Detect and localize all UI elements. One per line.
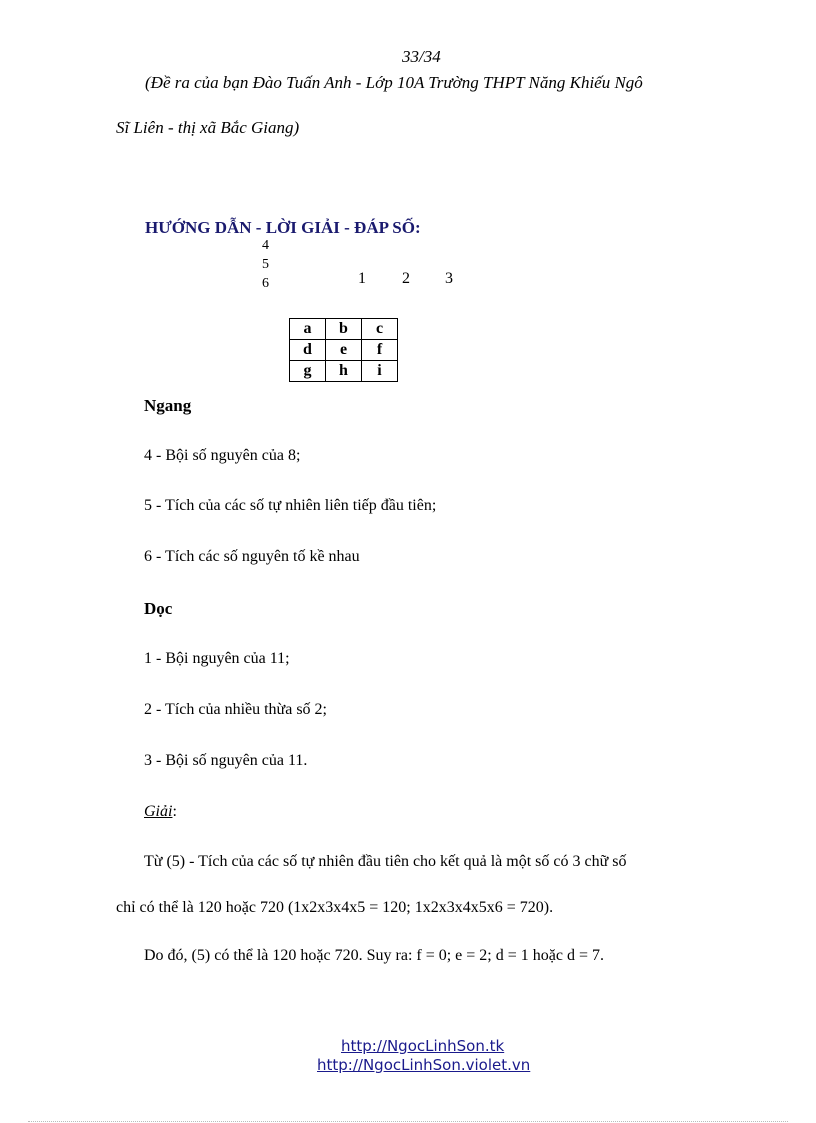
grid-cell: h — [326, 361, 362, 382]
row-label-5: 5 — [262, 257, 269, 272]
grid-row — [290, 319, 398, 340]
grid-cell: b — [326, 319, 362, 340]
grid-cell: g — [290, 361, 326, 382]
row-label-6: 6 — [262, 276, 269, 291]
doc-clue-1: 1 - Bội nguyên của 11; — [144, 650, 290, 667]
col-label-2: 2 — [402, 270, 410, 287]
solution-colon: : — [172, 803, 177, 820]
grid-cell: d — [290, 340, 326, 361]
solution-para1-line2: chỉ có thể là 120 hoặc 720 (1x2x3x4x5 = 120; 1x2x3x4x5x6 = 720). — [116, 899, 554, 916]
grid-cell: a — [290, 319, 326, 340]
solution-label-wrap — [144, 803, 177, 821]
crossword-grid — [289, 318, 398, 382]
grid-cell: f — [362, 340, 398, 361]
page-bottom-rule — [28, 1121, 788, 1122]
ngang-clue-6: 6 - Tích các số nguyên tố kề nhau — [144, 548, 360, 565]
grid-cell: i — [362, 361, 398, 382]
page-number: 33/34 — [402, 47, 441, 66]
ngang-clue-4: 4 - Bội số nguyên của 8; — [144, 447, 301, 464]
section-heading: HƯỚNG DẪN - LỜI GIẢI - ĐÁP SỐ: — [145, 218, 421, 237]
doc-clue-2: 2 - Tích của nhiều thừa số 2; — [144, 701, 327, 718]
col-label-1: 1 — [358, 270, 366, 287]
col-label-3: 3 — [445, 270, 453, 287]
solution-label: Giải — [144, 803, 173, 820]
doc-title: Dọc — [144, 599, 173, 618]
credit-line-1: (Đề ra của bạn Đào Tuấn Anh - Lớp 10A Trường THPT Năng Khiếu Ngô — [145, 73, 643, 92]
footer-link-tk[interactable]: http://NgocLinhSon.tk — [341, 1037, 505, 1055]
ngang-clue-5: 5 - Tích của các số tự nhiên liên tiếp đầu tiên; — [144, 497, 437, 514]
ngang-title: Ngang — [144, 396, 192, 415]
grid-row — [290, 361, 398, 382]
credit-line-2: Sĩ Liên - thị xã Bắc Giang) — [116, 118, 300, 137]
grid-cell: e — [326, 340, 362, 361]
solution-para1-line1: Từ (5) - Tích của các số tự nhiên đầu tiên cho kết quả là một số có 3 chữ số — [144, 853, 627, 870]
solution-para2: Do đó, (5) có thể là 120 hoặc 720. Suy ra: f = 0; e = 2; d = 1 hoặc d = 7. — [144, 947, 604, 964]
grid-row — [290, 340, 398, 361]
footer-link-violet[interactable]: http://NgocLinhSon.violet.vn — [317, 1056, 531, 1074]
row-label-4: 4 — [262, 238, 269, 253]
doc-clue-3: 3 - Bội số nguyên của 11. — [144, 752, 308, 769]
grid-cell: c — [362, 319, 398, 340]
